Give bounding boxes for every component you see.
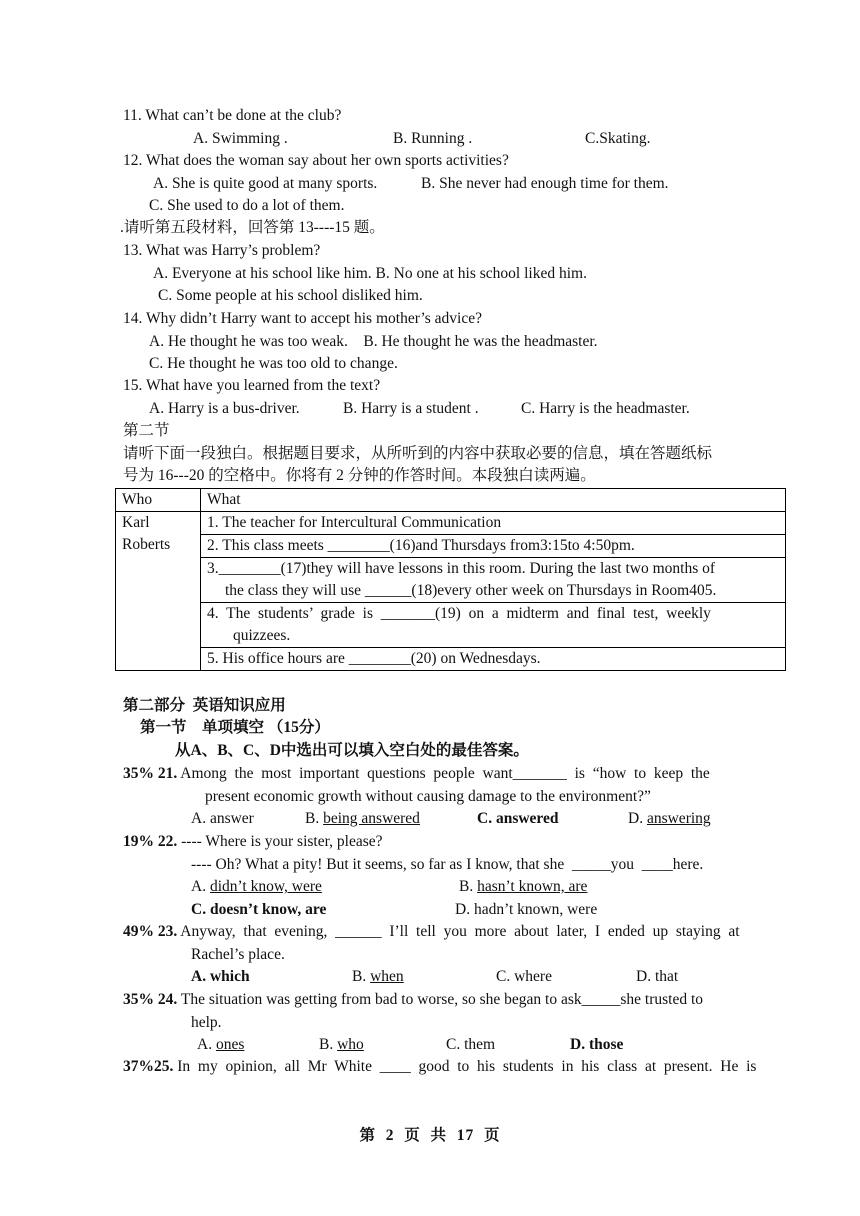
table-row [116, 535, 786, 558]
header-what: What [201, 489, 786, 512]
option-c: C.Skating. [585, 130, 651, 147]
question-text: In my opinion, all Mr White ____ good to his students in his class at present. He is [177, 1058, 757, 1075]
part-2-instruction: 从A、B、C、D中选出可以填入空白处的最佳答案。 [175, 742, 529, 759]
option-label: A. [197, 1036, 216, 1053]
option-a: A. answer [191, 810, 254, 827]
question-text: Among the most important questions people want_______ is “how to keep the [180, 765, 710, 782]
option-text: answering [646, 810, 711, 827]
section-2-instruction-1: 请听下面一段独白。根据题目要求，从所听到的内容中获取必要的信息，填在答题纸标 [123, 445, 713, 462]
table-row [116, 512, 786, 535]
option-b [319, 1034, 364, 1056]
option-a: A. Harry is a bus-driver. [149, 400, 300, 417]
question-number: 21. [157, 765, 178, 782]
what-row-3-line-1: 3.________(17)they will have lessons in this room. During the last two months of [207, 560, 716, 577]
question-24-line-2: help. [191, 1014, 222, 1031]
section-2-instruction-2: 号为 16---20 的空格中。你将有 2 分钟的作答时间。本段独白读两遍。 [123, 467, 596, 484]
percent-badge: 37% [123, 1058, 154, 1075]
option-a: A. She is quite good at many sports. [153, 175, 378, 192]
question-text: Anyway, that evening, ______ I’ll tell you more about later, I ended up staying at [180, 923, 740, 940]
part-2-subheading: 第一节 单项填空 （15分） [140, 719, 330, 736]
option-c: C. answered [477, 810, 559, 827]
section-2-heading: 第二节 [123, 422, 170, 439]
option-label: B. [305, 810, 324, 827]
question-22 [123, 831, 383, 853]
option-d [628, 808, 711, 830]
question-15: 15. What have you learned from the text? [123, 377, 381, 394]
option-b [305, 808, 420, 830]
what-row-4-line-1: 4. The students’ grade is _______(19) on a midterm and final test, weekly [207, 605, 711, 622]
option-c: C. Harry is the headmaster. [521, 400, 690, 417]
option-text: hasn’t known, are [477, 878, 588, 895]
option-text: when [370, 968, 404, 985]
question-11: 11. What can’t be done at the club? [123, 107, 342, 124]
option-d: D. that [636, 968, 679, 985]
question-12-option-c: C. She used to do a lot of them. [149, 197, 345, 214]
question-23-line-2: Rachel’s place. [191, 946, 285, 963]
who-what-table [115, 488, 786, 671]
question-number: 25. [154, 1058, 174, 1075]
table-row [116, 558, 786, 603]
option-text: who [337, 1036, 364, 1053]
option-label: B. [352, 968, 371, 985]
question-number: 22. [157, 833, 178, 850]
percent-badge: 35% [123, 765, 154, 782]
question-13-options-ab: A. Everyone at his school like him. B. No one at his school liked him. [153, 265, 587, 282]
question-23 [123, 921, 740, 943]
question-12: 12. What does the woman say about her own sports activities? [123, 152, 509, 169]
option-label: B. [459, 878, 478, 895]
what-row-2: 2. This class meets ________(16)and Thursdays from3:15to 4:50pm. [201, 535, 786, 558]
option-a: A. Swimming . [193, 130, 288, 147]
section-5-note: .请听第五段材料，回答第 13----15 题。 [120, 219, 385, 236]
option-text: being answered [323, 810, 420, 827]
who-last-name: Roberts [122, 536, 171, 553]
option-b [459, 876, 587, 898]
table-row [116, 648, 786, 671]
question-21 [123, 763, 780, 785]
who-first-name: Karl [122, 514, 150, 531]
question-number: 23. [157, 923, 178, 940]
option-text: ones [215, 1036, 245, 1053]
page-footer: 第 2 页 共 17 页 [359, 1127, 501, 1144]
option-a [197, 1034, 244, 1056]
option-c: C. where [496, 968, 552, 985]
option-b [352, 966, 404, 988]
header-who: Who [116, 489, 201, 512]
what-row-4 [201, 603, 786, 648]
option-label: D. [628, 810, 647, 827]
question-13: 13. What was Harry’s problem? [123, 242, 321, 259]
option-c: C. them [446, 1036, 496, 1053]
option-c: C. doesn’t know, are [191, 901, 327, 918]
option-d: D. hadn’t known, were [455, 901, 598, 918]
what-row-5: 5. His office hours are ________(20) on Wednesdays. [201, 648, 786, 671]
what-row-3 [201, 558, 786, 603]
question-text: The situation was getting from bad to worse, so she began to ask_____she trusted to [180, 991, 704, 1008]
table-header-row [116, 489, 786, 512]
option-d: D. those [570, 1036, 624, 1053]
question-21-line-2: present economic growth without causing damage to the environment?” [205, 788, 651, 805]
what-row-1: 1. The teacher for Intercultural Communication [201, 512, 786, 535]
question-24 [123, 989, 703, 1011]
question-14-options-ab: A. He thought he was too weak. B. He thought he was the headmaster. [149, 333, 598, 350]
question-text: ---- Where is your sister, please? [177, 833, 383, 850]
what-row-3-line-2: the class they will use ______(18)every other week on Thursdays in Room405. [225, 582, 717, 599]
question-number: 24. [157, 991, 178, 1008]
option-a [191, 876, 322, 898]
option-b: B. Running . [393, 130, 473, 147]
option-b: B. She never had enough time for them. [421, 175, 669, 192]
question-25 [123, 1056, 756, 1078]
percent-badge: 49% [123, 923, 154, 940]
option-b: B. Harry is a student . [343, 400, 479, 417]
option-label: B. [319, 1036, 338, 1053]
who-cell [116, 512, 201, 671]
percent-badge: 35% [123, 991, 154, 1008]
percent-badge: 19% [123, 833, 154, 850]
question-14: 14. Why didn’t Harry want to accept his mother’s advice? [123, 310, 482, 327]
part-2-heading: 第二部分 英语知识应用 [123, 697, 286, 714]
question-14-option-c: C. He thought he was too old to change. [149, 355, 398, 372]
question-13-option-c: C. Some people at his school disliked him. [158, 287, 423, 304]
table-row [116, 603, 786, 648]
option-a: A. which [191, 968, 250, 985]
what-row-4-line-2: quizzees. [233, 627, 291, 644]
option-label: A. [191, 878, 210, 895]
question-22-line-2: ---- Oh? What a pity! But it seems, so far as I know, that she _____you ____here. [191, 856, 704, 873]
option-text: didn’t know, were [209, 878, 322, 895]
